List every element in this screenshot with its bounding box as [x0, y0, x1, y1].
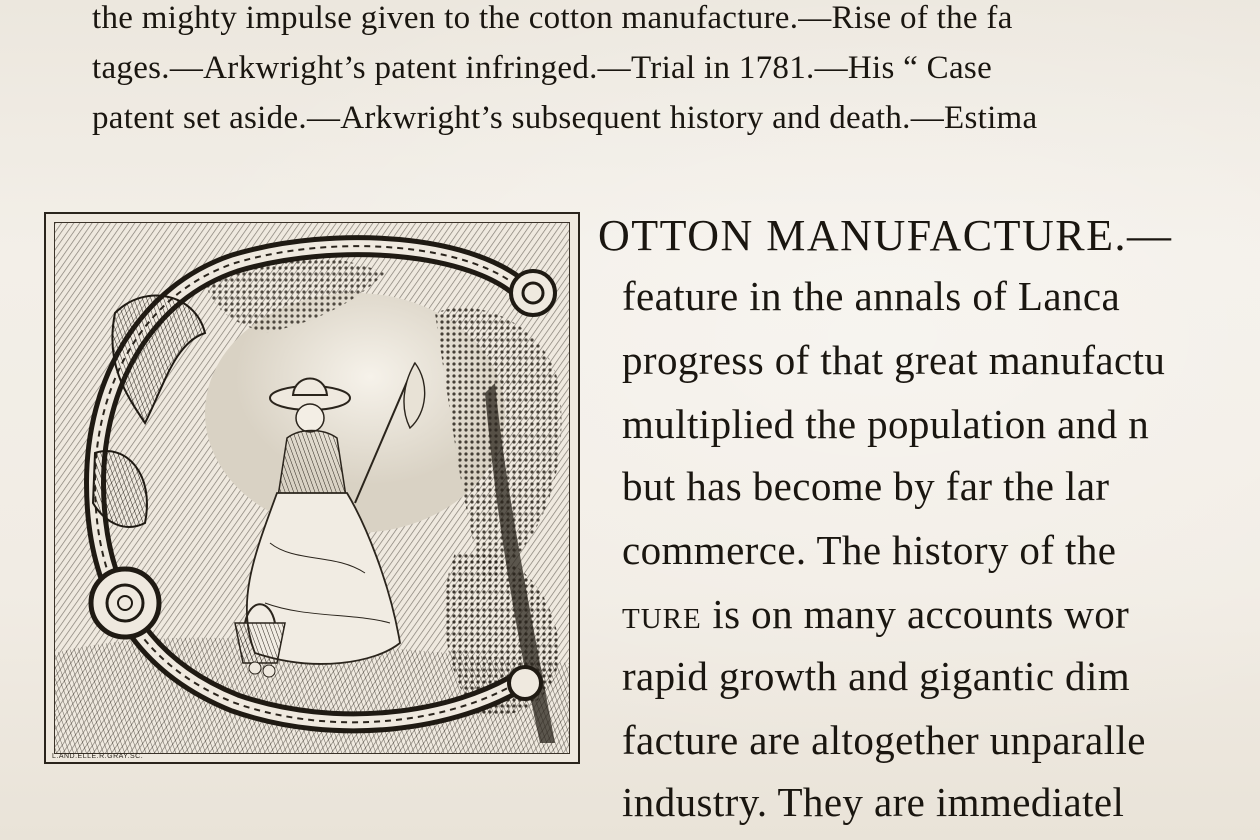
small-caps-word: ture — [622, 591, 702, 637]
body-line-7: rapid growth and gigantic dim — [622, 653, 1131, 699]
engraved-initial-c-illustration — [44, 212, 580, 764]
body-line-5: commerce. The history of the — [622, 527, 1117, 573]
summary-line-3: patent set aside.—Arkwright’s subsequent history and death.—Estima — [92, 100, 1038, 136]
bleed-through-text — [40, 32, 50, 70]
body-line-3: multiplied the population and n — [622, 401, 1150, 447]
body-line-8: facture are altogether unparalle — [622, 717, 1146, 763]
body-line-2: progress of that great manufactu — [622, 337, 1166, 383]
engraving-drawing — [55, 223, 569, 753]
body-line-6 — [622, 590, 1129, 638]
section-heading: OTTON MANUFACTURE.— — [598, 211, 1173, 260]
engraver-credit: L.AND.ELLE.R.GRAY.SC. — [52, 753, 144, 760]
body-line-1: feature in the annals of Lanca — [622, 273, 1121, 319]
body-line-9: industry. They are immediatel — [622, 779, 1125, 825]
body-line-4: but has become by far the lar — [622, 463, 1110, 509]
summary-line-2: tages.—Arkwright’s patent infringed.—Trial in 1781.—His “ Case — [92, 50, 993, 86]
summary-line-1: the mighty impulse given to the cotton manufacture.—Rise of the fa — [92, 0, 1013, 36]
engraving-image — [54, 222, 570, 754]
body-line-6-rest: is on many accounts wor — [701, 591, 1130, 637]
